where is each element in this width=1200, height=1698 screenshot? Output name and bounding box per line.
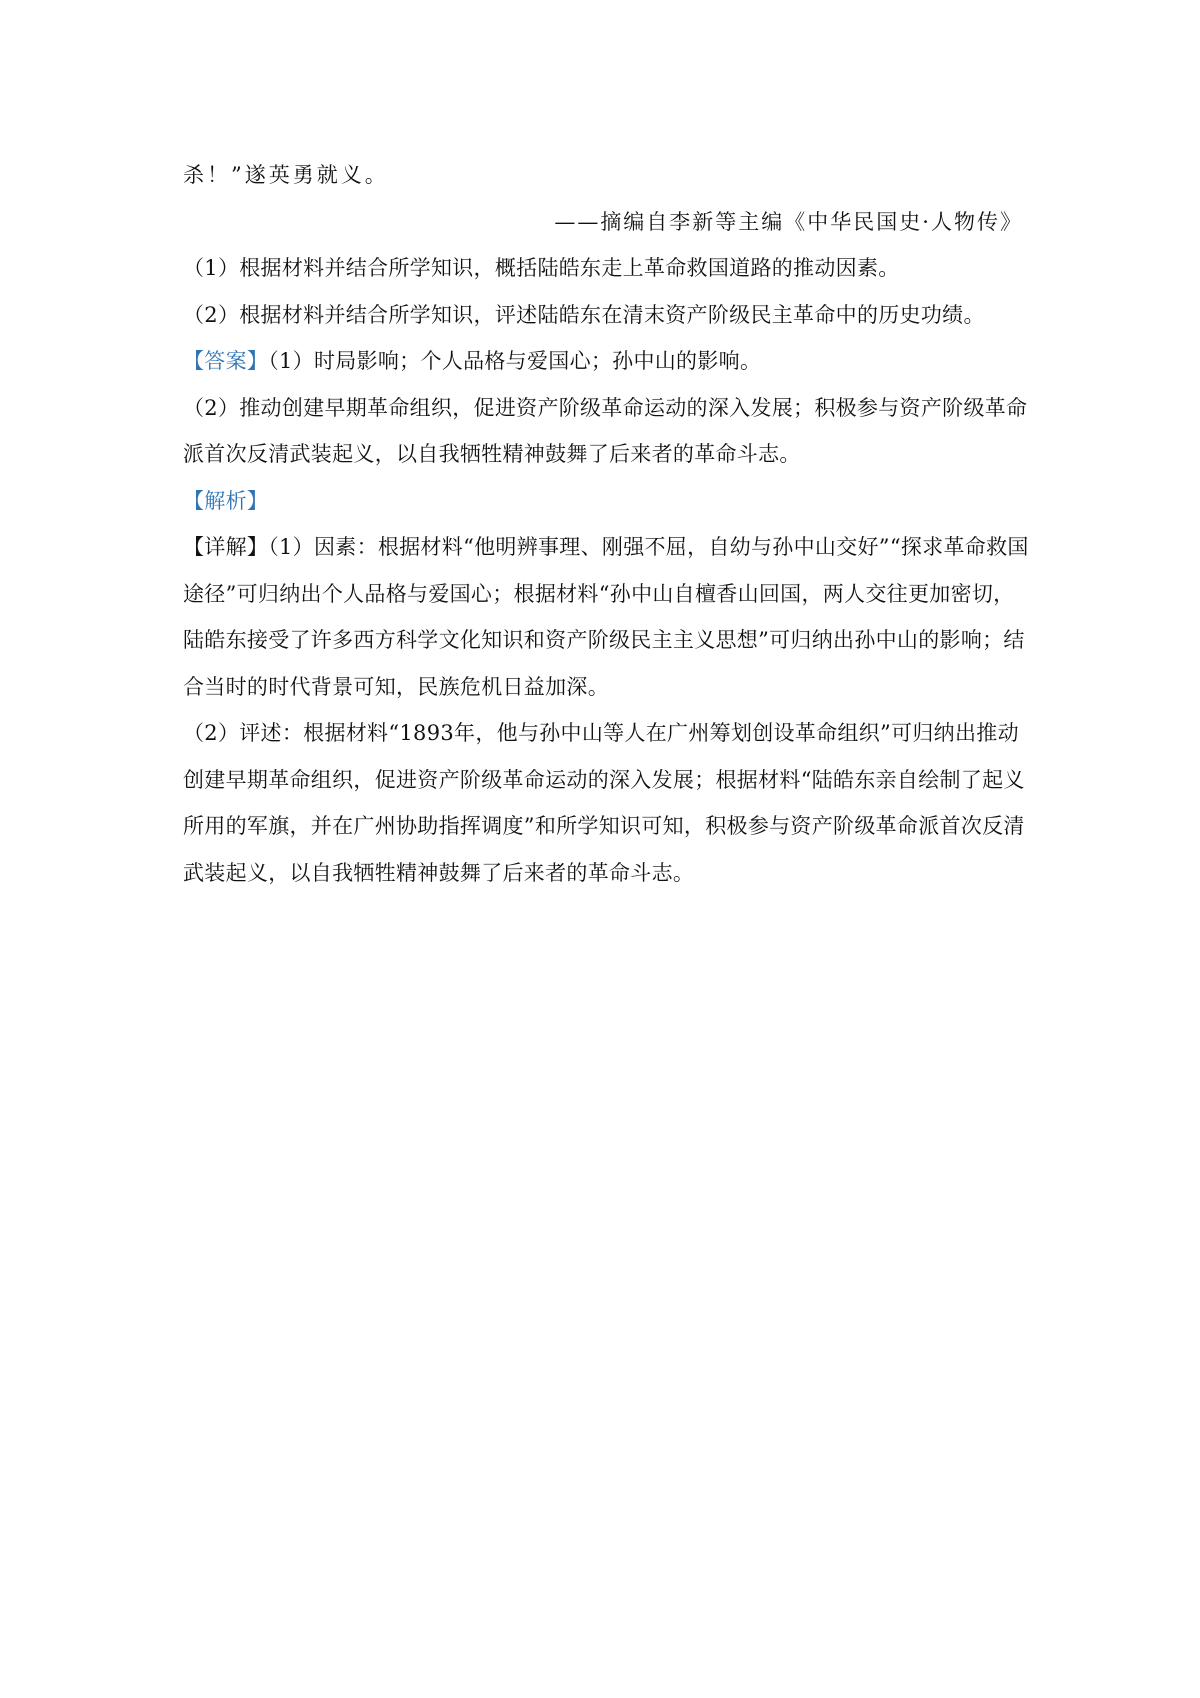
material-quote-end: 杀！”遂英勇就义。 bbox=[183, 163, 389, 187]
detail-part-1-line: 陆皓东接受了许多西方科学文化知识和资产阶级民主主义思想”可归纳出孙中山的影响；结 bbox=[183, 628, 1025, 652]
detail-part-2-line: 创建早期革命组织，促进资产阶级革命运动的深入发展；根据材料“陆皓东亲自绘制了起义 bbox=[183, 767, 1025, 792]
detail-part-1-line: 合当时的时代背景可知，民族危机日益加深。 bbox=[183, 674, 609, 699]
detail-part-2-line: （2）评述：根据材料“1893年，他与孙中山等人在广州筹划创设革命组织”可归纳出推动 bbox=[183, 721, 1019, 745]
material-source: ——摘编自李新等主编《中华民国史·人物传》 bbox=[554, 209, 1023, 234]
answer-part-1 bbox=[183, 338, 1023, 385]
detail-part-2-line: 所用的军旗，并在广州协助指挥调度”和所学知识可知，积极参与资产阶级革命派首次反清 bbox=[183, 814, 1025, 838]
question-2: （2）根据材料并结合所学知识，评述陆皓东在清末资产阶级民主革命中的历史功绩。 bbox=[183, 302, 985, 327]
detail-part-1-line: 途径”可归纳出个人品格与爱国心；根据材料“孙中山自檀香山回国，两人交往更加密切， bbox=[183, 581, 1015, 606]
detail-part-2-line: 武装起义，以自我牺牲精神鼓舞了后来者的革命斗志。 bbox=[183, 860, 695, 885]
answer-part-2-line: 派首次反清武装起义，以自我牺牲精神鼓舞了后来者的革命斗志。 bbox=[183, 442, 801, 466]
answer-part-1-text: （1）时局影响；个人品格与爱国心；孙中山的影响。 bbox=[268, 349, 762, 373]
answer-part-2-line: （2）推动创建早期革命组织，促进资产阶级革命运动的深入发展；积极参与资产阶级革命 bbox=[183, 395, 1028, 420]
analysis-tag: 【解析】 bbox=[183, 488, 269, 513]
detail-tag: 【详解】 bbox=[183, 535, 269, 559]
question-1: （1）根据材料并结合所学知识，概括陆皓东走上革命救国道路的推动因素。 bbox=[183, 256, 900, 280]
detail-part-1-first-line bbox=[183, 524, 1029, 571]
document-content bbox=[183, 152, 1029, 896]
detail-part-1-text: （1）因素：根据材料“他明辨事理、刚强不屈，自幼与孙中山交好”“探求革命救国 bbox=[268, 535, 1029, 559]
answer-tag: 【答案】 bbox=[183, 349, 269, 373]
